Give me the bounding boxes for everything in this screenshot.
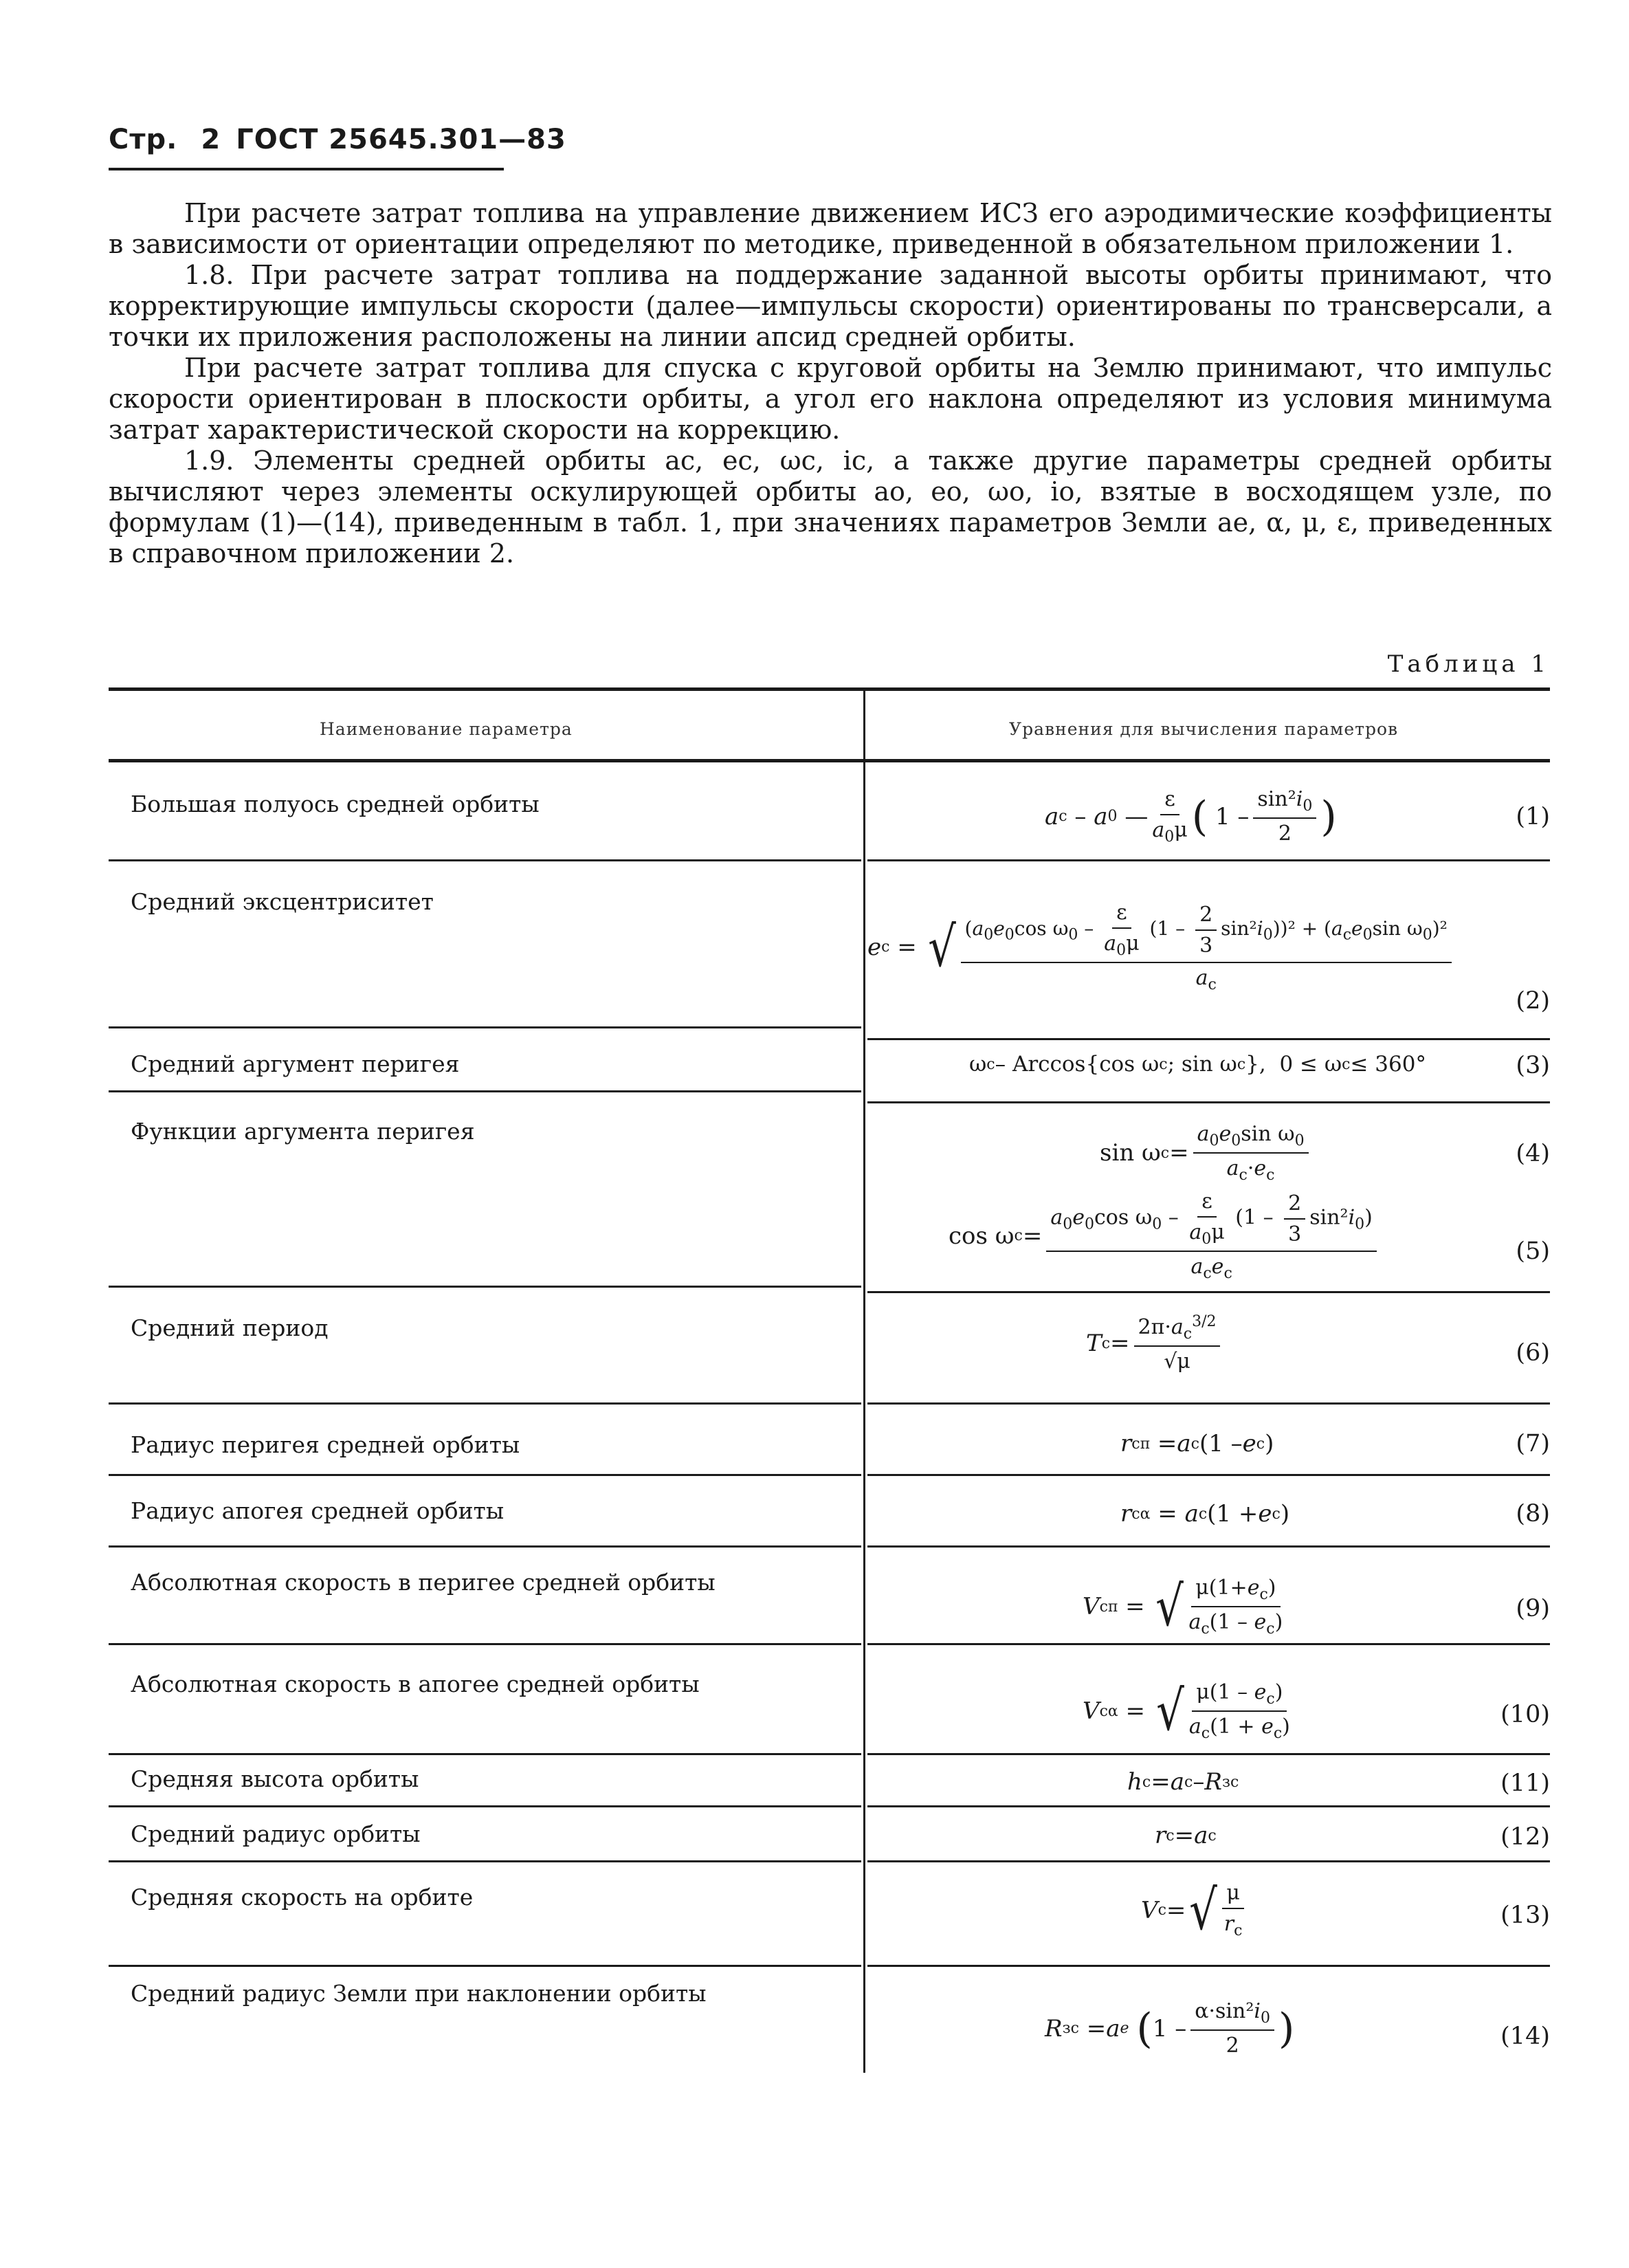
param-name: Средний период	[131, 1314, 329, 1341]
paragraph: 1.8. При расчете затрат топлива на поддержание заданной высоты орбиты принимают, что корректирующие импульсы скорости (далее—импульсы скорости) ориентированы по трансверсали, а точки их приложения расположены на линии апсид средней орбиты.	[109, 260, 1552, 352]
row-rule-left	[109, 859, 861, 861]
param-name: Средняя скорость на орбите	[131, 1884, 474, 1911]
equation-8: r cα = a c (1 + e c )	[1120, 1500, 1290, 1528]
param-name: Большая полуось средней орбиты	[131, 791, 540, 817]
equation-12: r c = a c	[1155, 1822, 1217, 1849]
row-rule-right	[867, 1860, 1550, 1862]
page-prefix: Стр.	[109, 124, 178, 155]
page-number: 2	[201, 124, 221, 155]
row-rule-right	[867, 1805, 1550, 1807]
row-rule-left	[109, 1753, 861, 1755]
row-rule-left	[109, 1402, 861, 1405]
table-column-divider	[863, 691, 865, 2073]
row-rule-left	[109, 1965, 861, 1967]
row-rule-left	[109, 1090, 861, 1092]
paragraph: При расчете затрат топлива на управление движением ИСЗ его аэродимические коэффициенты в зависимости от ориентации определяют по методике, приведенной в обязательном приложении 1.	[109, 198, 1552, 259]
table-header-param: Наименование параметра	[320, 719, 573, 739]
param-name: Средний эксцентриситет	[131, 888, 434, 915]
formula-number: (13)	[1500, 1902, 1550, 1929]
param-name: Средняя высота орбиты	[131, 1765, 419, 1792]
row-rule-right	[867, 1643, 1550, 1645]
row-rule-left	[109, 1474, 861, 1476]
row-rule-right	[867, 1545, 1550, 1548]
formula-number: (2)	[1516, 987, 1550, 1015]
header-rule	[109, 168, 504, 170]
document-code: ГОСТ 25645.301—83	[236, 124, 566, 155]
equation-13: V c = √ $\frac{\mu}{r_c}$	[1141, 1881, 1248, 1939]
row-rule-right	[867, 1038, 1550, 1040]
row-rule-right	[867, 1965, 1550, 1967]
row-rule-right	[867, 1402, 1550, 1405]
param-name: Абсолютная скорость в апогее средней орбиты	[131, 1671, 700, 1697]
param-name: Радиус апогея средней орбиты	[131, 1497, 505, 1524]
row-rule-left	[109, 1545, 861, 1548]
formula-number: (6)	[1516, 1339, 1550, 1367]
page-header	[109, 124, 566, 155]
equation-11: h c = a c – R зс	[1127, 1768, 1239, 1796]
paragraph: При расчете затрат топлива для спуска с круговой орбиты на Землю принимают, что импульс скорости ориентирован в плоскости орбиты, а угол его наклона определяют из условия минимума затрат характеристической скорости на коррекцию.	[109, 353, 1552, 445]
param-name: Функции аргумента перигея	[131, 1118, 475, 1145]
table-caption: Таблица 1	[1387, 650, 1550, 678]
equation-9: V cπ = √ $\frac{\mu(1+e_c)}{a_c(1 - e_c)}$	[1083, 1574, 1283, 1638]
body-text	[109, 198, 1552, 569]
formula-number: (11)	[1500, 1770, 1550, 1797]
formula-number: (10)	[1500, 1701, 1550, 1728]
row-rule-left	[109, 1805, 861, 1807]
formula-number: (9)	[1516, 1595, 1550, 1622]
table-top-rule	[109, 687, 1550, 691]
formula-number: (5)	[1516, 1237, 1550, 1265]
equation-4: sin ω c = $\frac{a_0e_0\sin \omega_0}{a_c\cdot e_c}$	[1100, 1122, 1313, 1184]
equation-14: R зс = a e ( 1 – $\frac{\alpha\cdot\sin^2i_0}{2}$ )	[1045, 1999, 1295, 2058]
param-name: Радиус перигея средней орбиты	[131, 1431, 520, 1458]
equation-7: r cπ = a c (1 – e c )	[1120, 1430, 1274, 1457]
paragraph: 1.9. Элементы средней орбиты aс, eс, ωс, iс, а также другие параметры средней орбиты вычисляют через элементы оскулирующей орбиты aо, eо, ωо, iо, взятые в восходящем узле, по формулам (1)—(14), приведенным в табл. 1, при значениях параметров Земли aе, α, μ, ε, приведенных в справочном приложении 2.	[109, 445, 1552, 569]
formula-number: (7)	[1516, 1430, 1550, 1457]
row-rule-left	[109, 1286, 861, 1288]
param-name: Абсолютная скорость в перигее средней орбиты	[131, 1569, 716, 1596]
row-rule-left	[109, 1860, 861, 1862]
equation-1: a c – a 0 — $\frac{\varepsilon}{a_0\mu}$ ( 1 – $\frac{\sin^2i_0}{2}$ )	[1045, 787, 1337, 846]
equation-6: T c = $\frac{2\pi\cdot a_c^{3/2}}{√\mu}$	[1086, 1313, 1224, 1374]
table-header-equation: Уравнения для вычисления параметров	[1009, 719, 1399, 739]
formula-number: (12)	[1500, 1823, 1550, 1851]
param-name: Средний аргумент перигея	[131, 1050, 460, 1077]
row-rule-left	[109, 1026, 861, 1028]
equation-10: V cα = √ $\frac{\mu(1 - e_c)}{a_c(1 + e_c)}$	[1083, 1679, 1290, 1743]
formula-number: (4)	[1516, 1140, 1550, 1167]
formula-number: (14)	[1500, 2023, 1550, 2050]
row-rule-right	[867, 859, 1550, 861]
row-rule-right	[867, 1474, 1550, 1476]
equation-5: cos ω c = $a_0e_0\cos$ $\omega_0$ – $\frac{\varepsilon}{a_0\mu}$ (1 – $\frac{2}{3}$ $\sin^2i_0$) $a_ce_c$	[949, 1189, 1381, 1282]
row-rule-right	[867, 1291, 1550, 1293]
table-header-rule	[109, 759, 1550, 762]
row-rule-right	[867, 1101, 1550, 1103]
param-name: Средний радиус орбиты	[131, 1820, 421, 1847]
formula-number: (3)	[1516, 1052, 1550, 1079]
formula-number: (8)	[1516, 1500, 1550, 1528]
row-rule-right	[867, 1753, 1550, 1755]
equation-2: e c = √ ($a_0e_0\cos$ $\omega_0$ – $\frac{\varepsilon}{a_0\mu}$ (1 – $\frac{2}{3}$ $\sin^2i_0))^2 + (a_ce_0\sin$ $\omega_0)^2$ $a_c$	[867, 901, 1456, 993]
formula-number: (1)	[1516, 803, 1550, 830]
equation-3: ω c – Arccos{cos ω c ; sin ω c }, 0 ≤ ω c ≤ 360°	[969, 1052, 1426, 1077]
param-name: Средний радиус Земли при наклонении орбиты	[131, 1980, 707, 2007]
row-rule-left	[109, 1643, 861, 1645]
